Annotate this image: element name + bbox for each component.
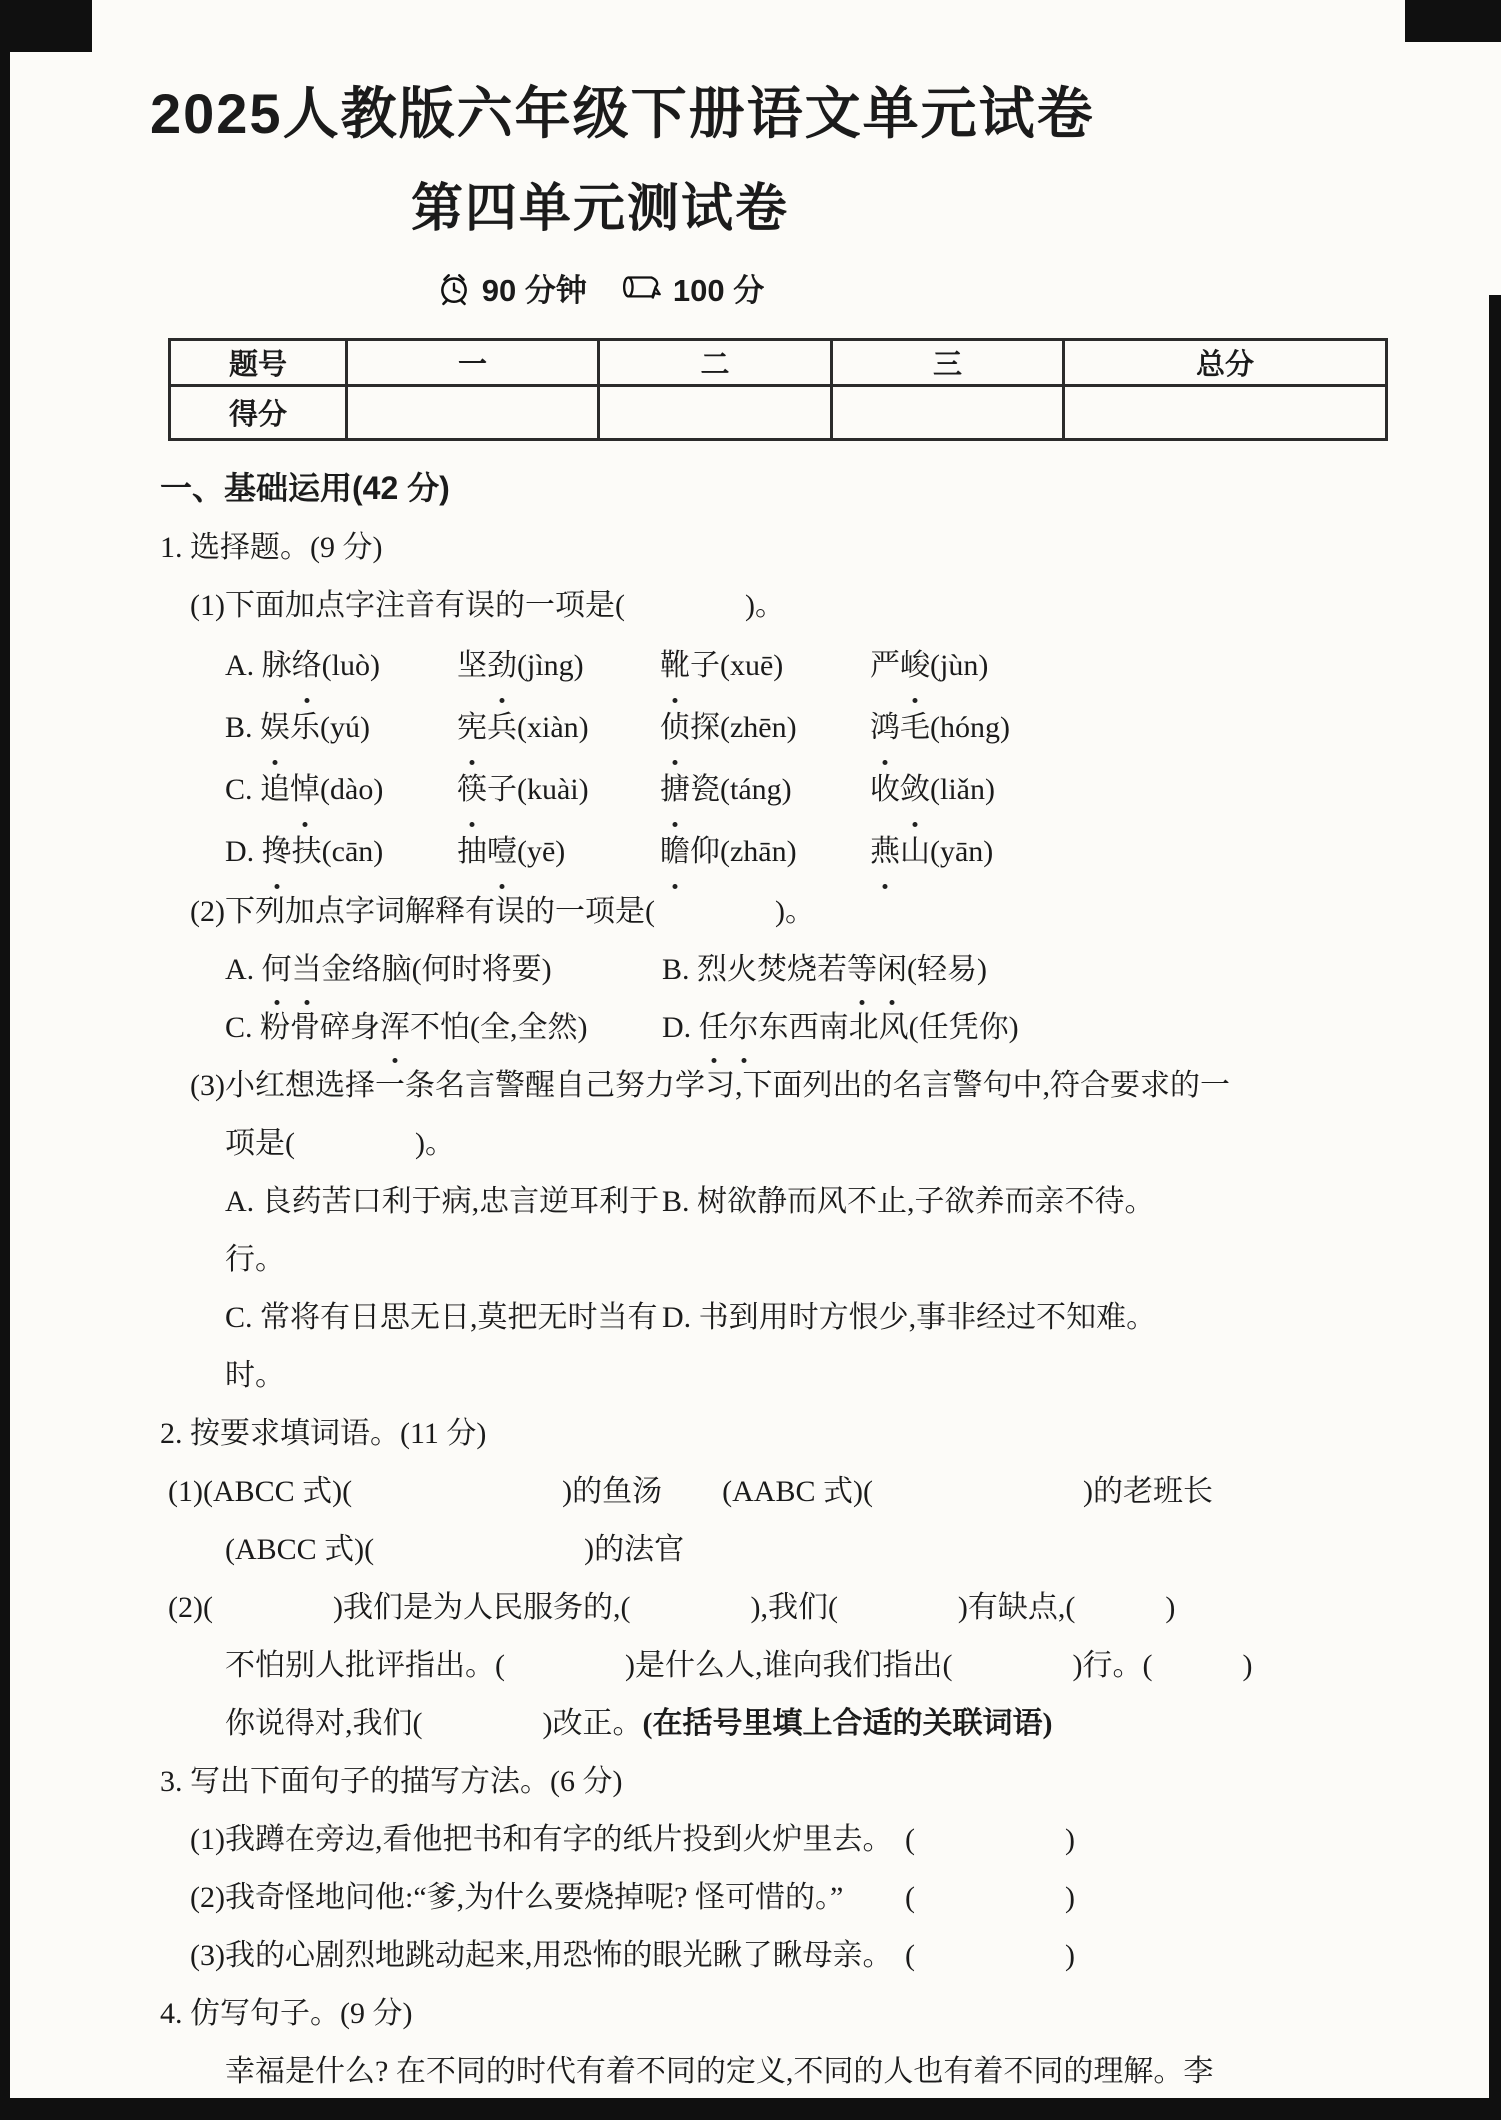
option-item: 严峻(jùn)	[870, 635, 1431, 697]
header-cell-three: 三	[832, 340, 1064, 386]
option-item: D. 书到用时方恨少,事非经过不知难。	[662, 1301, 1157, 1334]
option-item: 燕山(yān)	[870, 821, 1431, 883]
q2-sub2-line3-text: 你说得对,我们( )改正。	[225, 1707, 643, 1740]
q4-paragraph: 幸福是什么? 在不同的时代有着不同的定义,不同的人也有着不同的理解。李	[225, 2055, 1214, 2088]
answer-blank: ( )	[905, 1881, 1075, 1914]
scan-corner-top-right	[1405, 0, 1501, 42]
q1-sub3-prompt-line2: 项是( )。	[225, 1127, 455, 1160]
answer-blank: ( )	[905, 1823, 1075, 1856]
question-3-title: 3. 写出下面句子的描写方法。(6 分)	[160, 1765, 623, 1798]
option-item: B. 娱乐(yú)	[225, 697, 457, 759]
page-title: 2025人教版六年级下册语文单元试卷	[150, 82, 1095, 145]
total-score-label: 100 分	[672, 273, 765, 308]
score-cell-total	[1064, 386, 1387, 440]
question-4-title: 4. 仿写句子。(9 分)	[160, 1997, 413, 2030]
total-score-item	[621, 265, 764, 310]
q1-sub2-prompt: (2)下列加点字词解释有误的一项是( )。	[190, 895, 815, 928]
question-1-title: 1. 选择题。(9 分)	[160, 531, 383, 564]
q2-sub2-line1: (2)( )我们是为人民服务的,( ),我们( )有缺点,( )	[168, 1591, 1176, 1624]
header-cell-timu: 题号	[170, 340, 347, 386]
header-cell-one: 一	[347, 340, 599, 386]
q1-sub2-options	[225, 941, 1431, 1057]
q3-item-text: (1)我蹲在旁边,看他把书和有字的纸片投到火炉里去。	[190, 1823, 893, 1856]
exam-meta	[150, 265, 1050, 310]
option-item: B. 树欲静而风不止,子欲养而亲不待。	[662, 1185, 1155, 1218]
option-item: A. 良药苦口利于病,忠言逆耳利于行。	[225, 1185, 660, 1276]
score-cell-three	[832, 386, 1064, 440]
option-item: B. 烈火焚烧若等闲(轻易)	[662, 941, 1431, 999]
q3-item-text: (3)我的心剧烈地跳动起来,用恐怖的眼光瞅了瞅母亲。	[190, 1939, 893, 1972]
q1-sub1-prompt: (1)下面加点字注音有误的一项是( )。	[190, 589, 785, 622]
option-item: 坚劲(jìng)	[457, 635, 660, 697]
option-item: A. 何当金络脑(何时将要)	[225, 941, 662, 999]
option-item: C. 粉骨碎身浑不怕(全,全然)	[225, 999, 662, 1057]
score-table-score-row	[170, 386, 1387, 440]
score-cell-two	[599, 386, 832, 440]
q3-item-2	[190, 1869, 1075, 1927]
option-item: 筷子(kuài)	[457, 759, 660, 821]
q2-sub2-line2: 不怕别人批评指出。( )是什么人,谁向我们指出( )行。( )	[225, 1649, 1253, 1682]
duration-item	[436, 265, 587, 310]
q2-sub2-line3	[225, 1695, 1431, 1753]
score-cell-one	[347, 386, 599, 440]
header-cell-two: 二	[599, 340, 832, 386]
section-1-heading: 一、基础运用(42 分)	[160, 470, 450, 506]
score-row-label: 得分	[170, 386, 347, 440]
option-item: D. 搀扶(cān)	[225, 821, 457, 883]
q2-sub1-line1: (1)(ABCC 式)( )的鱼汤 (AABC 式)( )的老班长	[168, 1475, 1213, 1508]
scan-edge-right	[1489, 295, 1501, 2120]
score-table-header-row	[170, 340, 1387, 386]
q2-sub1-line2: (ABCC 式)( )的法官	[225, 1533, 685, 1566]
q3-item-1	[190, 1811, 1075, 1869]
scan-edge-left	[0, 0, 10, 2120]
scan-edge-bottom	[0, 2098, 1501, 2120]
q1-sub3-prompt-line1: (3)小红想选择一条名言警醒自己努力学习,下面列出的名言警句中,符合要求的一	[190, 1069, 1230, 1102]
header-cell-total: 总分	[1064, 340, 1387, 386]
option-item: D. 任尔东西南北风(任凭你)	[662, 999, 1431, 1057]
option-item: 靴子(xuē)	[660, 635, 870, 697]
option-item: 侦探(zhēn)	[660, 697, 870, 759]
q3-item-text: (2)我奇怪地问他:“爹,为什么要烧掉呢? 怪可惜的。”	[190, 1881, 844, 1914]
scan-corner-top-left	[0, 0, 92, 52]
option-item: 抽噎(yē)	[457, 821, 660, 883]
q3-item-3	[190, 1927, 1075, 1985]
option-item: 收敛(liǎn)	[870, 759, 1431, 821]
option-item: 鸿毛(hóng)	[870, 697, 1431, 759]
option-item: 宪兵(xiàn)	[457, 697, 660, 759]
page-subtitle: 第四单元测试卷	[410, 180, 789, 238]
question-2-title: 2. 按要求填词语。(11 分)	[160, 1417, 487, 1450]
q1-sub3-options	[225, 1173, 1431, 1405]
q1-sub1-options	[225, 635, 1431, 883]
q2-hint-note: (在括号里填上合适的关联词语)	[642, 1707, 1053, 1740]
option-item: 瞻仰(zhān)	[660, 821, 870, 883]
option-item: C. 追悼(dào)	[225, 759, 457, 821]
duration-label: 90 分钟	[481, 273, 587, 308]
option-item: C. 常将有日思无日,莫把无时当有时。	[225, 1301, 658, 1392]
exam-header	[150, 70, 1095, 310]
score-table	[168, 338, 1388, 441]
answer-blank: ( )	[905, 1939, 1075, 1972]
scroll-icon	[621, 272, 663, 304]
clock-icon	[436, 270, 472, 306]
option-item: A. 脉络(luò)	[225, 635, 457, 697]
option-item: 搪瓷(táng)	[660, 759, 870, 821]
